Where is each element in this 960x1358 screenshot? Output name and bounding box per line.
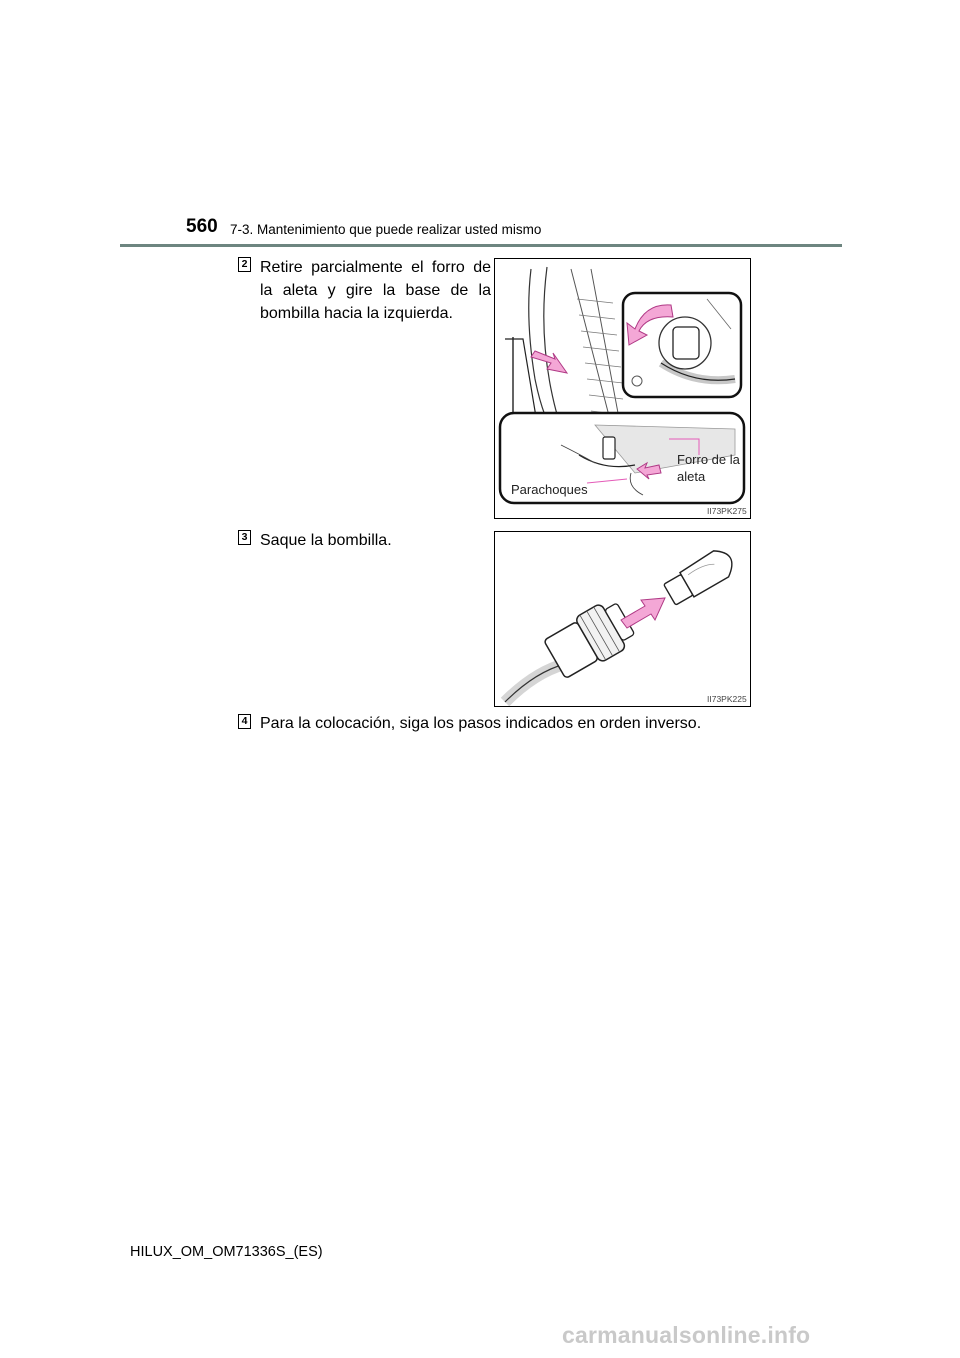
step-3-text: Saque la bombilla. bbox=[260, 532, 392, 549]
illustration-bulb-socket bbox=[495, 532, 750, 706]
page-number: 560 bbox=[186, 216, 218, 237]
figure-code: II73PK225 bbox=[707, 694, 747, 704]
figure-code: II73PK275 bbox=[707, 506, 747, 516]
watermark[interactable]: carmanualsonline.info bbox=[562, 1322, 811, 1348]
header-divider bbox=[120, 244, 842, 247]
step-2-text: Retire parcialmente el forro de la aleta y gire la base de la bombilla hacia la izquierda. bbox=[260, 259, 491, 322]
step-number-3: 3 bbox=[238, 530, 251, 545]
figure-remove-bulb-base bbox=[494, 258, 751, 519]
step-number-2: 2 bbox=[238, 257, 251, 272]
figure-remove-bulb bbox=[494, 531, 751, 707]
step-4-text: Para la colocación, siga los pasos indicados en orden inverso. bbox=[260, 715, 702, 732]
step-number-4: 4 bbox=[238, 714, 251, 729]
label-fender-liner: Forro de la aleta bbox=[677, 452, 740, 484]
document-id: HILUX_OM_OM71336S_(ES) bbox=[130, 1244, 323, 1260]
section-title: 7-3. Mantenimiento que puede realizar usted mismo bbox=[230, 222, 542, 237]
label-bumper: Parachoques bbox=[511, 482, 588, 497]
